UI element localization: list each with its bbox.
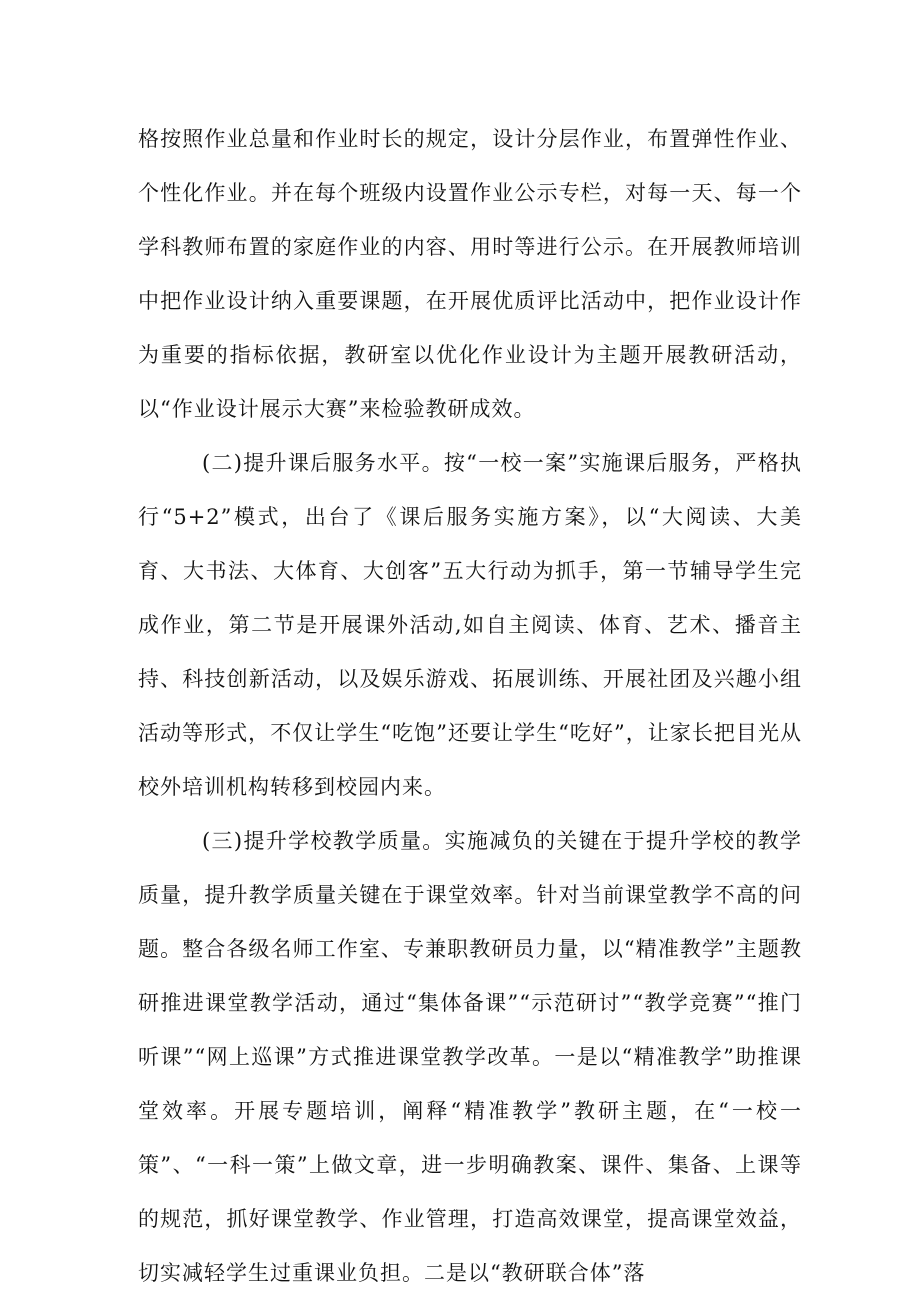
paragraph-homework-design: 格按照作业总量和作业时长的规定，设计分层作业，布置弹性作业、个性化作业。并在每个班级内设置作业公示专栏，对每一天、每一个学科教师布置的家庭作业的内容、用时等进行公示。在开展教师培训中把作业设计纳入重要课题，在开展优质评比活动中，把作业设计作为重要的指标依据，教研室以优化作业设计为主题开展教研活动，以“作业设计展示大赛”来检验教研成效。 bbox=[138, 127, 802, 421]
document-body bbox=[138, 112, 802, 1300]
paragraph-teaching-quality: (三)提升学校教学质量。实施减负的关键在于提升学校的教学质量，提升教学质量关键在于课堂效率。针对当前课堂教学不高的问题。整合各级名师工作室、专兼职教研员力量，以“精准教学”主题教研推进课堂教学活动，通过“集体备课”“示范研讨”“教学竞赛”“推门听课”“网上巡课”方式推进课堂教学改革。一是以“精准教学”助推课堂效率。开展专题培训，阐释“精准教学”教研主题，在“一校一策”、“一科一策”上做文章，进一步明确教案、课件、集备、上课等的规范，抓好课堂教学、作业管理，打造高效课堂，提高课堂效益，切实减轻学生过重课业负担。二是以“教研联合体”落 bbox=[138, 829, 802, 1285]
paragraph-after-school-service: (二)提升课后服务水平。按“一校一案”实施课后服务，严格执行“5+2”模式，出台了《课后服务实施方案》，以“大阅读、大美育、大书法、大体育、大创客”五大行动为抓手，第一节辅导学生完成作业，第二节是开展课外活动,如自主阅读、体育、艺术、播音主持、科技创新活动，以及娱乐游戏、拓展训练、开展社团及兴趣小组活动等形式，不仅让学生“吃饱”还要让学生“吃好”，让家长把目光从校外培训机构转移到校园内来。 bbox=[138, 451, 802, 799]
